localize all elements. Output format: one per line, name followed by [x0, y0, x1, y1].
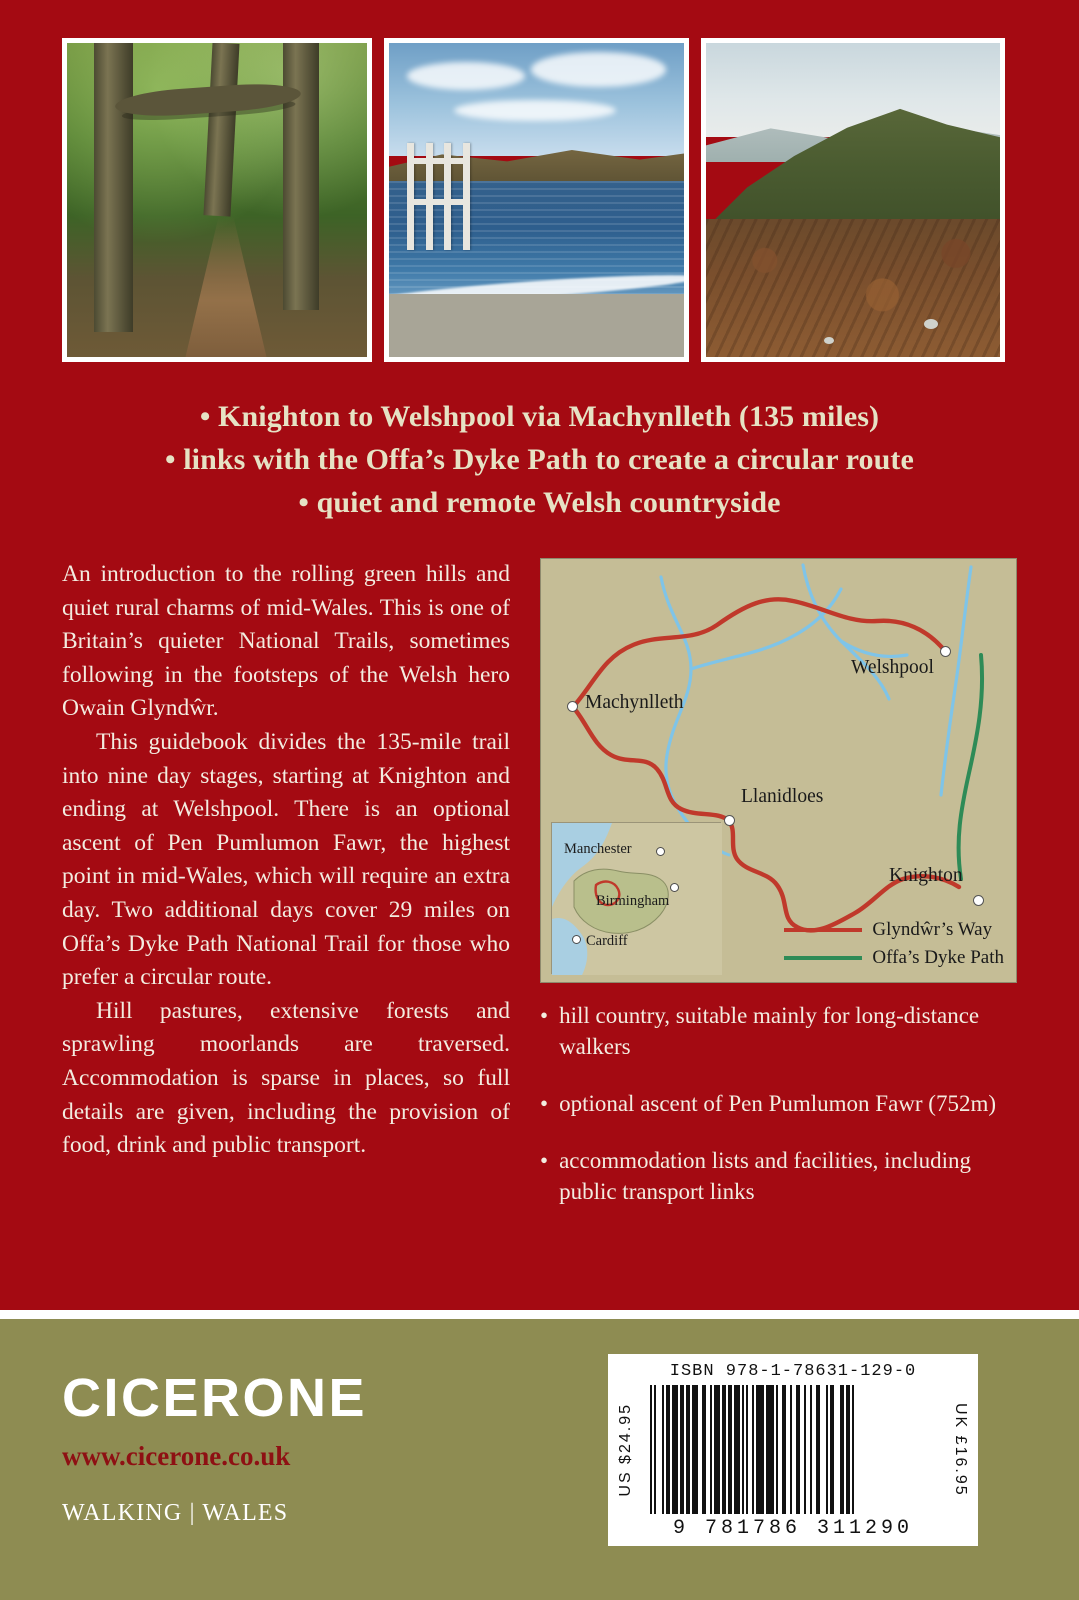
- route-map: [540, 558, 1017, 983]
- list-item: [540, 1000, 1017, 1062]
- map-label-welshpool: Welshpool: [851, 657, 934, 678]
- map-label-llanidloes: Llanidloes: [741, 786, 824, 807]
- barcode-core: [644, 1354, 942, 1546]
- feature-list: [540, 1000, 1017, 1233]
- list-item: [540, 1145, 1017, 1207]
- bullet-icon: •: [540, 1148, 549, 1173]
- barcode-block: [608, 1354, 978, 1546]
- ean-digits: 9 781786 311290: [672, 1517, 914, 1540]
- legend-label-glyndwrs-way: Glyndŵr’s Way: [872, 919, 993, 940]
- legend-row-offas-dyke: [784, 944, 1004, 972]
- book-category: WALKING | WALES: [62, 1500, 289, 1526]
- legend-swatch-red: [784, 928, 862, 932]
- map-dot-machynlleth: [567, 701, 578, 712]
- map-label-knighton: Knighton: [889, 865, 963, 886]
- publisher-website[interactable]: www.cicerone.co.uk: [62, 1441, 291, 1471]
- fence: [407, 143, 466, 250]
- legend-row-glyndwrs-way: [784, 916, 1004, 944]
- description-paragraph-1: An introduction to the rolling green hills and quiet rural charms of mid-Wales. This is one of Britain’s quieter National Trails, sometimes following in the footsteps of the Welsh hero Owain Glyndŵr.: [62, 561, 510, 722]
- map-legend: [784, 916, 1004, 972]
- isbn-text: ISBN 978-1-78631-129-0: [669, 1362, 917, 1381]
- headline-bullet-2: • links with the Offa’s Dyke Path to create a circular route: [165, 443, 914, 476]
- feature-text-3: accommodation lists and facilities, including public transport links: [559, 1148, 972, 1204]
- map-label-machynlleth: Machynlleth: [585, 692, 684, 713]
- headline-bullet-1: • Knighton to Welshpool via Machynlleth (135 miles): [199, 400, 880, 433]
- price-us: US $24.95: [617, 1403, 634, 1497]
- inset-dot-cardiff: [572, 935, 581, 944]
- map-inset-britain: [551, 822, 721, 974]
- feature-text-2: optional ascent of Pen Pumlumon Fawr (752m): [559, 1091, 997, 1116]
- headline-bullets: [62, 395, 1017, 524]
- inset-dot-manchester: [656, 847, 665, 856]
- inset-dot-birmingham: [670, 883, 679, 892]
- map-dot-llanidloes: [724, 815, 735, 826]
- feature-text-1: hill country, suitable mainly for long-distance walkers: [559, 1003, 980, 1059]
- legend-swatch-green: [784, 956, 862, 960]
- headline-bullet-3: • quiet and remote Welsh countryside: [298, 486, 781, 519]
- map-dot-welshpool: [940, 646, 951, 657]
- legend-label-offas-dyke-path: Offa’s Dyke Path: [872, 947, 1004, 968]
- photo-moorland: [701, 38, 1005, 362]
- photo-lake: [384, 38, 689, 362]
- inset-label-birmingham: Birmingham: [596, 893, 670, 909]
- description-text: [62, 558, 510, 1163]
- map-dot-knighton: [973, 895, 984, 906]
- list-item: [540, 1088, 1017, 1119]
- photo-strip: [62, 38, 1017, 362]
- footer-band: [0, 1310, 1079, 1600]
- inset-label-cardiff: Cardiff: [586, 933, 628, 949]
- bullet-icon: •: [540, 1003, 549, 1028]
- price-uk: UK £16.95: [952, 1403, 969, 1497]
- description-paragraph-3: Hill pastures, extensive forests and sprawling moorlands are traversed. Accommodation is sparse in places, so full details are given, including the provision of food, drink and public transport.: [62, 997, 510, 1159]
- description-paragraph-2: This guidebook divides the 135-mile trail into nine day stages, starting at Knighton and ending at Welshpool. There is an optional ascent of Pen Pumlumon Fawr, the highest point in mid-Wales, which will require an extra day. Two additional days cover 29 miles on Offa’s Dyke Path National Trail for those who prefer a circular route.: [62, 728, 510, 991]
- publisher-logo: CICERONE: [62, 1368, 368, 1428]
- photo-woodland: [62, 38, 372, 362]
- bullet-icon: •: [540, 1091, 549, 1116]
- publisher-block: [62, 1367, 367, 1527]
- inset-label-manchester: Manchester: [564, 841, 632, 857]
- barcode-bars: [650, 1385, 936, 1514]
